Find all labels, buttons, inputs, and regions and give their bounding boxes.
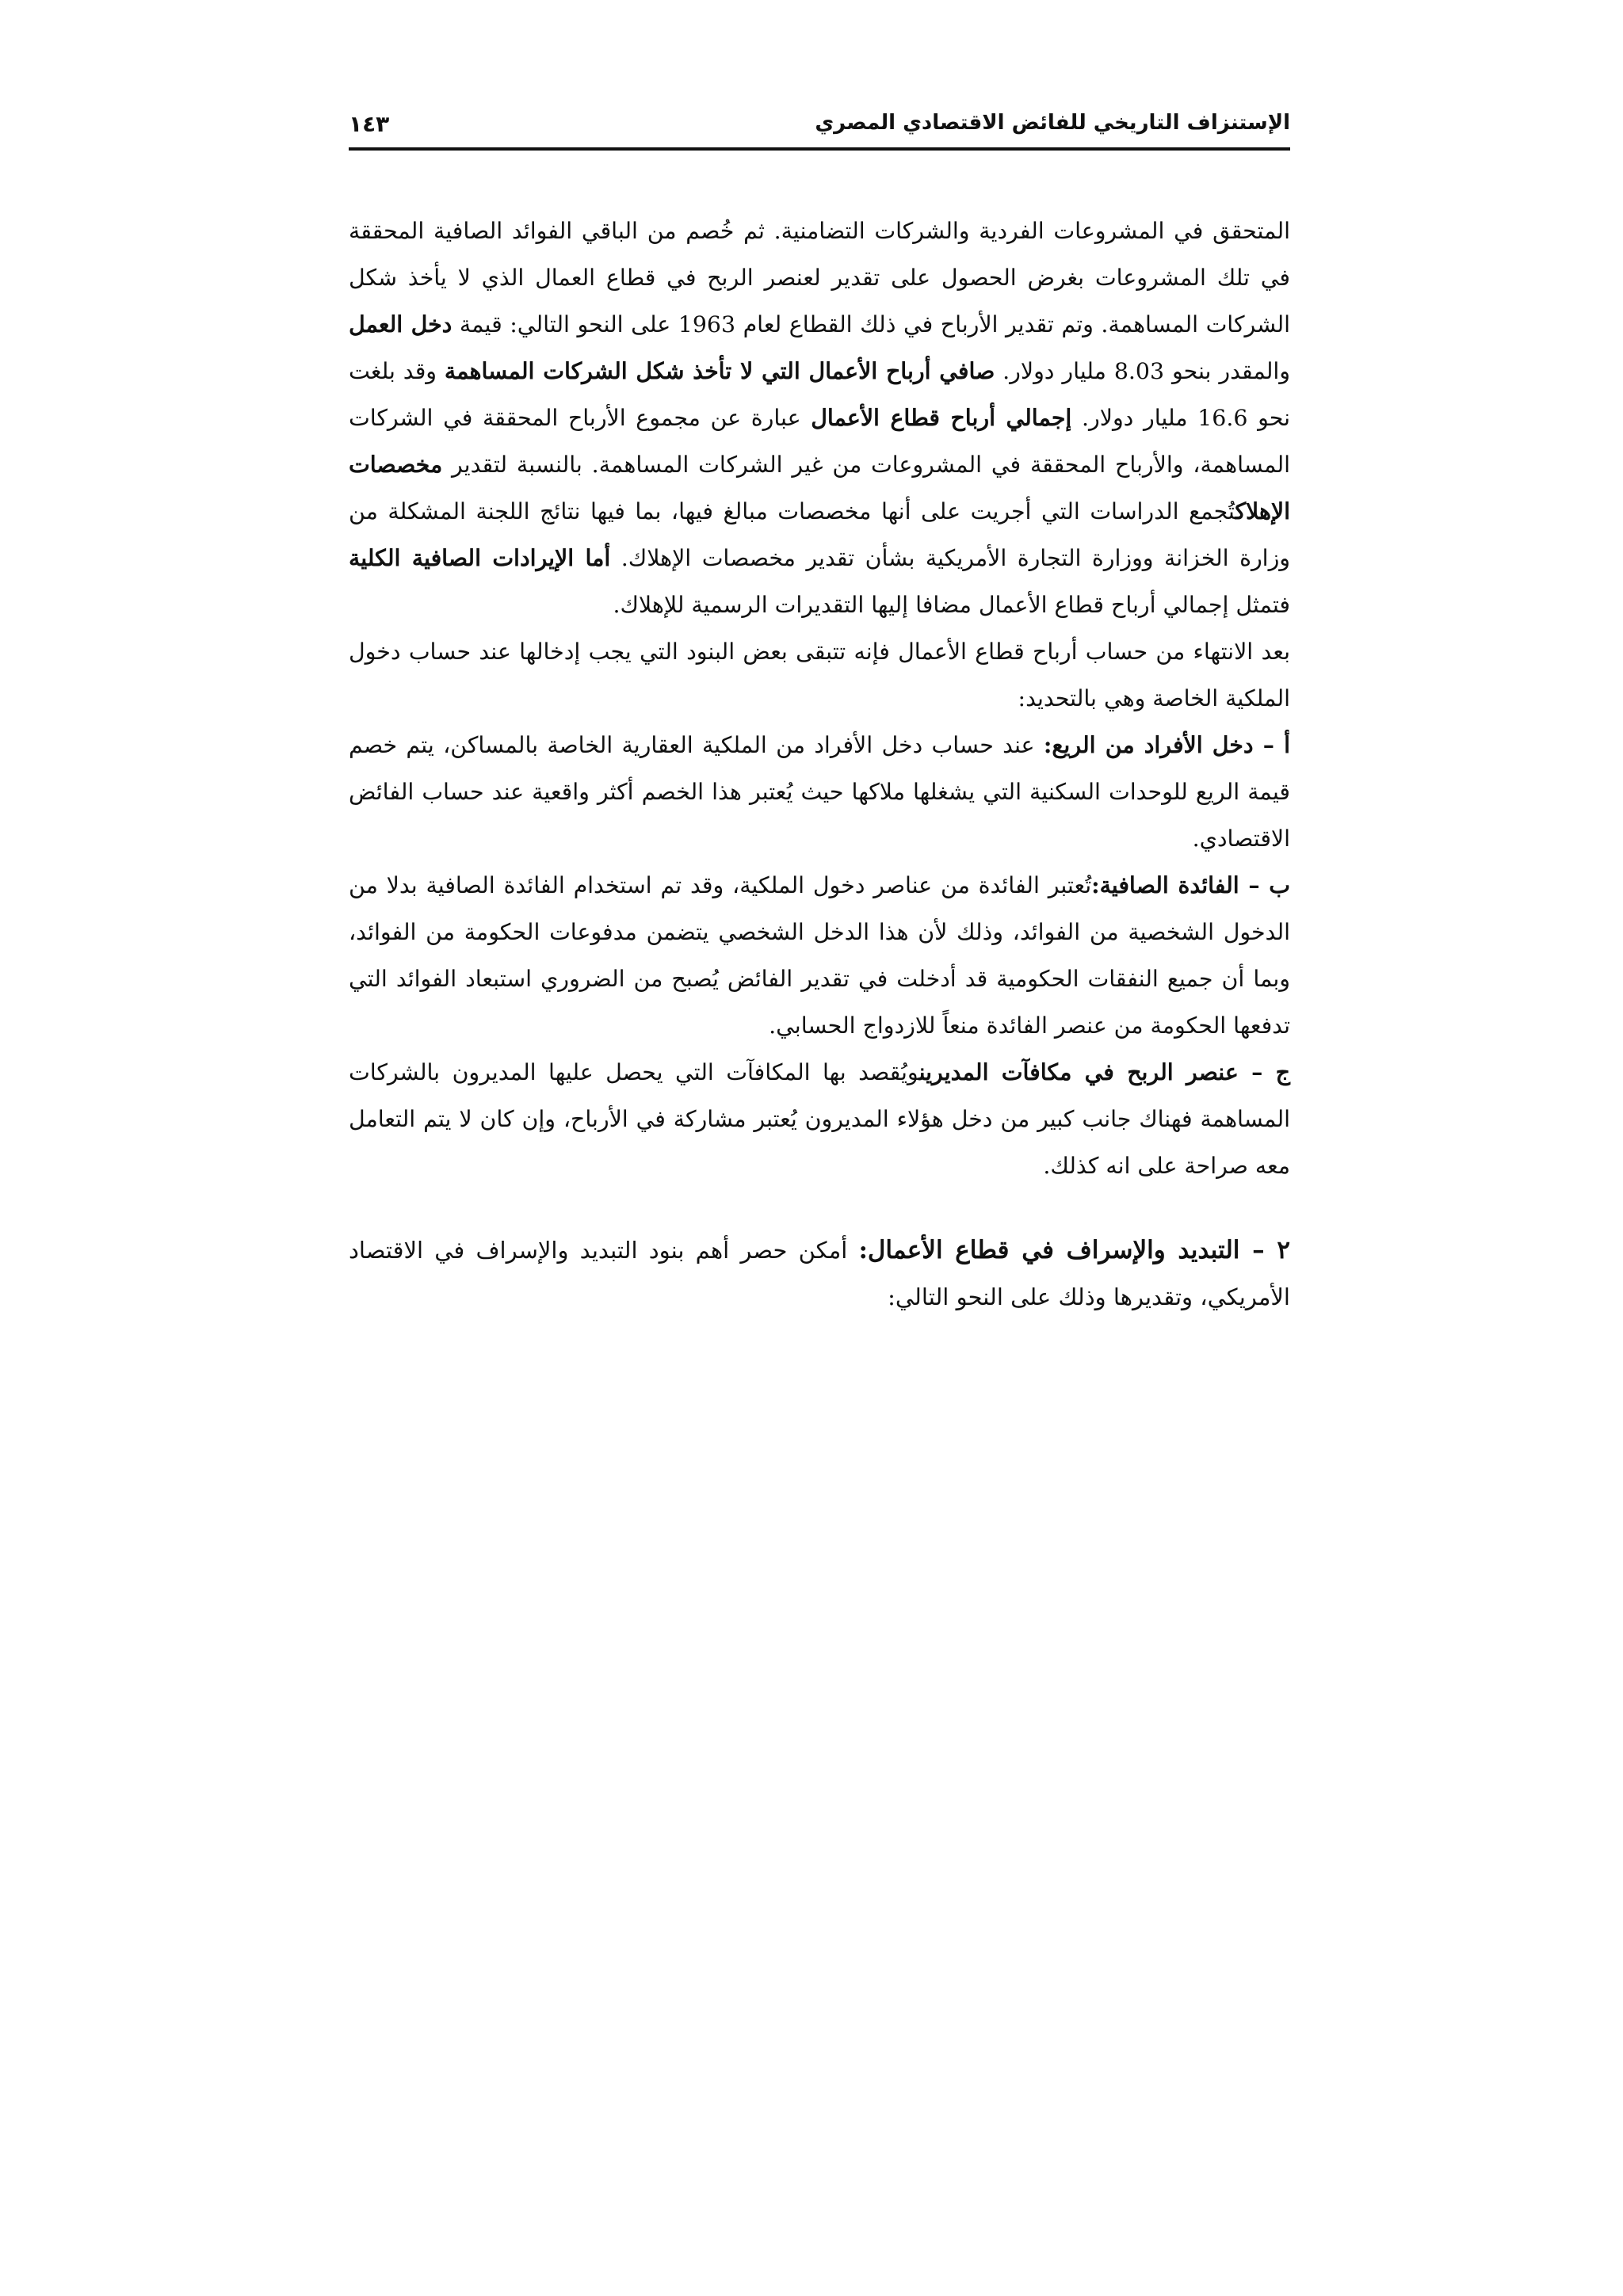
text-run: ويُقصد بها المكافآت التي يحصل عليها المديرون بالشركات المساهمة فهناك جانب كبير من دخل هؤلاء المديرون يُعتبر مشاركة في الأرباح، وإن كان لا يتم التعامل معه صراحة على انه كذلك. xyxy=(349,1059,1290,1179)
text-run: أمكن حصر أهم بنود التبديد والإسراف في الاقتصاد الأمريكي، وتقديرها وذلك على النحو التالي: xyxy=(349,1237,1290,1310)
item-heading-rent: أ – دخل الأفراد من الريع: xyxy=(1043,731,1290,758)
page-number: ١٤٣ xyxy=(349,111,390,137)
bold-term-total-net-revenues: أما الإيرادات الصافية الكلية xyxy=(349,544,611,571)
text-run: المتحقق في المشروعات الفردية والشركات التضامنية. ثم خُصم من الباقي الفوائد الصافية المحققة في تلك المشروعات بغرض الحصول على تقدير لعنصر الربح في قطاع العمال الذي لا يأخذ شكل الشركات المساهمة. وتم تقدير الأرباح في ذلك القطاع لعام 1963 على النحو التالي: قيمة xyxy=(349,218,1290,338)
text-run: تُجمع الدراسات التي أجريت على أنها مخصصات مبالغ فيها، بما فيها نتائج اللجنة المشكلة من وزارة الخزانة ووزارة التجارة الأمريكية بشأن تقدير مخصصات الإهلاك. xyxy=(349,498,1290,571)
paragraph-net-interest xyxy=(349,862,1290,1049)
paragraph-profits xyxy=(349,208,1290,628)
paragraph-rent-income xyxy=(349,722,1290,862)
paragraph-waste-section xyxy=(349,1227,1290,1321)
running-title: الإستنزاف التاريخي للفائض الاقتصادي المصري xyxy=(815,111,1290,135)
bold-term-net-business-profits: صافي أرباح الأعمال التي لا تأخذ شكل الشركات المساهمة xyxy=(444,357,995,384)
item-heading-managers: ج – عنصر الربح في مكافآت المديرين xyxy=(918,1058,1290,1085)
text-run: وقد بلغت نحو 16.6 مليار دولار. xyxy=(349,358,1291,431)
page-body xyxy=(349,208,1290,1321)
section-heading-waste: ٢ – التبديد والإسراف في قطاع الأعمال: xyxy=(858,1236,1290,1264)
running-header xyxy=(349,105,1290,149)
text-run: فتمثل إجمالي أرباح قطاع الأعمال مضافا إليها التقديرات الرسمية للإهلاك. xyxy=(613,592,1290,618)
text-run: عبارة عن مجموع الأرباح المحققة في الشركات المساهمة، والأرباح المحققة في المشروعات من غير الشركات المساهمة. بالنسبة لتقدير xyxy=(349,405,1290,478)
item-heading-net-interest: ب – الفائدة الصافية: xyxy=(1091,871,1291,898)
paragraph-managers-bonuses xyxy=(349,1049,1290,1189)
bold-term-labor-income: دخل العمل xyxy=(349,311,453,338)
bold-term-depreciation: مخصصات الإهلاك xyxy=(349,451,1290,524)
text-run: عند حساب دخل الأفراد من الملكية العقارية الخاصة بالمساكن، يتم خصم قيمة الريع للوحدات السكنية التي يشغلها ملاكها حيث يُعتبر هذا الخصم أكثر واقعية عند حساب الفائض الاقتصادي. xyxy=(349,732,1290,852)
text-run: تُعتبر الفائدة من عناصر دخول الملكية، وقد تم استخدام الفائدة الصافية بدلا من الدخول الشخصية من الفوائد، وذلك لأن هذا الدخل الشخصي يتضمن مدفوعات الحكومة من الفوائد، وبما أن جميع النفقات الحكومية قد أدخلت في تقدير الفائض يُصبح من الضروري استبعاد الفوائد التي تدفعها الحكومة من عنصر الفائدة منعاً للازدواج الحسابي. xyxy=(349,872,1290,1039)
header-rule xyxy=(349,147,1290,151)
text-run: والمقدر بنحو 8.03 مليار دولار. xyxy=(995,358,1290,384)
paragraph-remaining-items: بعد الانتهاء من حساب أرباح قطاع الأعمال فإنه تتبقى بعض البنود التي يجب إدخالها عند حساب دخول الملكية الخاصة وهي بالتحديد: xyxy=(349,639,1290,711)
bold-term-total-business-profits: إجمالي أرباح قطاع الأعمال xyxy=(811,404,1072,431)
